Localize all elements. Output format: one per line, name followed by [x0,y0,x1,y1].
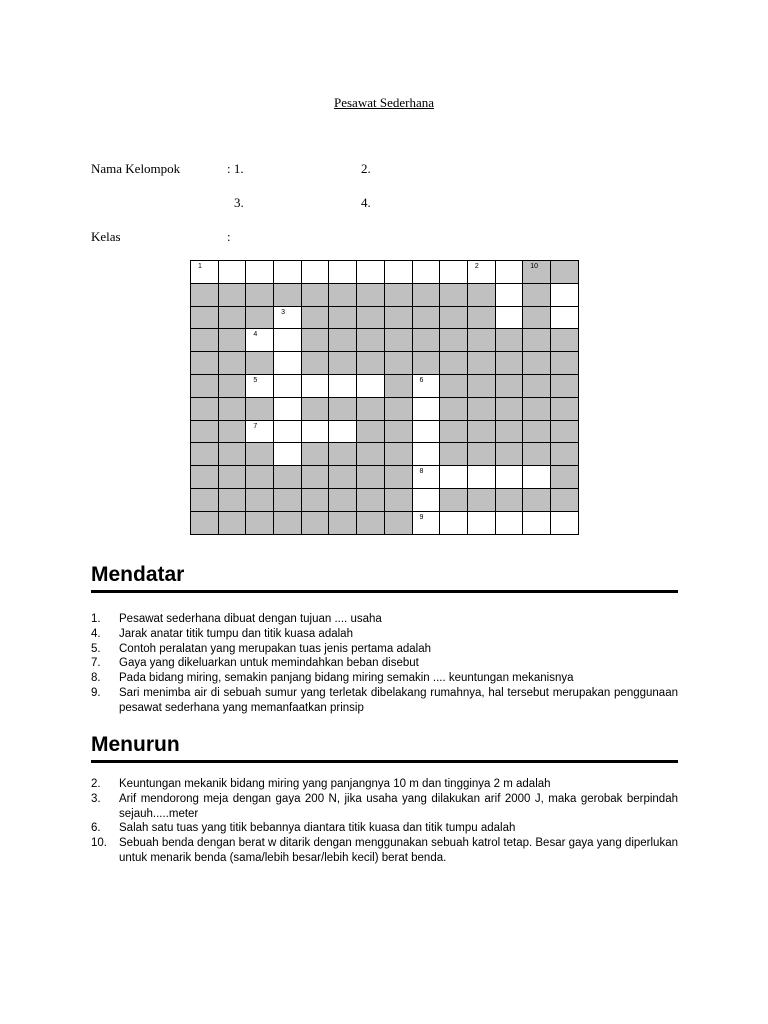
crossword-cell-open[interactable] [468,512,496,535]
crossword-cell-open[interactable] [246,375,274,398]
crossword-cell-blocked [468,421,496,444]
crossword-cell-open[interactable] [302,421,330,444]
crossword-cell-open[interactable] [413,375,441,398]
clue-text: Contoh peralatan yang merupakan tuas jenis pertama adalah [119,642,431,655]
crossword-cell-blocked [329,307,357,330]
crossword-cell-open[interactable] [440,261,468,284]
page-title: Pesawat Sederhana [334,95,434,110]
crossword-cell-blocked [191,352,219,375]
crossword-cell-blocked [523,489,551,512]
clue-number: 4 [253,331,258,339]
crossword-cell-open[interactable] [551,284,579,307]
crossword-cell-open[interactable] [274,352,302,375]
crossword-cell-blocked [440,284,468,307]
crossword-cell-open[interactable] [413,466,441,489]
crossword-cell-blocked [523,329,551,352]
crossword-cell-blocked [496,375,524,398]
crossword-cell-blocked [523,398,551,421]
nama-slot-4: 4. [361,195,371,210]
crossword-cell-blocked [551,329,579,352]
crossword-cell-blocked [496,398,524,421]
crossword-cell-blocked [468,284,496,307]
crossword-cell-blocked [274,284,302,307]
crossword-cell-open[interactable] [329,421,357,444]
crossword-cell-blocked [219,489,247,512]
crossword-cell-blocked [385,512,413,535]
crossword-cell-blocked [302,466,330,489]
crossword-cell-blocked [329,443,357,466]
crossword-cell-open[interactable] [246,329,274,352]
clue-number: 3 [281,308,285,316]
clue-number: 2 [474,263,479,270]
crossword-cell-blocked [413,352,441,375]
crossword-cell-blocked [302,352,330,375]
crossword-cell-blocked [523,307,551,330]
crossword-cell-open[interactable] [274,329,302,352]
crossword-cell-open[interactable] [496,512,524,535]
clue-number: 3. [91,792,101,805]
crossword-cell-blocked [329,398,357,421]
crossword-cell-open[interactable] [468,261,496,284]
kelas-colon: : [227,229,231,244]
crossword-cell-open[interactable] [440,466,468,489]
crossword-cell-blocked [551,421,579,444]
crossword-cell-blocked [329,352,357,375]
crossword-cell-blocked [551,352,579,375]
crossword-cell-open[interactable] [274,398,302,421]
crossword-cell-blocked [357,398,385,421]
crossword-cell-blocked [191,466,219,489]
clue-item [91,686,678,716]
crossword-cell-blocked [551,443,579,466]
crossword-cell-open[interactable] [523,466,551,489]
crossword-cell-blocked [329,329,357,352]
crossword-cell-blocked [191,489,219,512]
crossword-cell-blocked [551,466,579,489]
clue-item [91,671,678,686]
crossword-cell-blocked [496,443,524,466]
crossword-cell-blocked [385,466,413,489]
clue-number: 8. [91,672,101,685]
clue-item [91,627,678,642]
crossword-cell-blocked [523,352,551,375]
crossword-cell-blocked [357,489,385,512]
crossword-cell-blocked [357,512,385,535]
crossword-cell-blocked [191,307,219,330]
clue-number: 7 [253,422,258,430]
crossword-grid [190,260,579,535]
crossword-cell-blocked [302,443,330,466]
crossword-cell-blocked [191,375,219,398]
crossword-cell-blocked [302,329,330,352]
crossword-cell-open[interactable] [413,398,441,421]
crossword-cell-blocked [468,329,496,352]
crossword-cell-open[interactable] [274,421,302,444]
crossword-cell-open[interactable] [523,512,551,535]
crossword-cell-blocked [274,512,302,535]
crossword-cell-blocked [357,284,385,307]
crossword-cell-open[interactable] [246,421,274,444]
crossword-cell-blocked [246,307,274,330]
clue-number: 5 [253,376,258,384]
crossword-cell-blocked [274,489,302,512]
crossword-cell-blocked [468,307,496,330]
crossword-cell-blocked [329,512,357,535]
crossword-cell-open[interactable] [274,443,302,466]
crossword-cell-blocked [357,421,385,444]
clue-text: Sebuah benda dengan berat w ditarik dengan menggunakan sebuah katrol tetap. Besar gaya yang diperlukan untuk menarik benda (sama/lebih besar/lebih kecil) berat benda. [119,837,678,864]
crossword-cell-blocked [496,329,524,352]
crossword-cell-open[interactable] [357,261,385,284]
crossword-cell-blocked [551,375,579,398]
clue-item [91,836,678,866]
clue-text: Arif mendorong meja dengan gaya 200 N, jika usaha yang dilakukan arif 2000 J, maka gerobak berpindah sejauh.....meter [119,792,678,820]
crossword-cell-blocked [329,489,357,512]
clue-number: 5. [91,642,101,655]
crossword-cell-blocked [440,398,468,421]
crossword-cell-blocked [413,329,441,352]
crossword-cell-blocked [440,443,468,466]
clue-item [91,821,678,836]
crossword-cell-blocked [357,466,385,489]
crossword-cell-blocked [302,398,330,421]
crossword-cell-blocked [468,352,496,375]
crossword-cell-blocked [191,512,219,535]
crossword-cell-open[interactable] [551,512,579,535]
crossword-cell-blocked [523,421,551,444]
crossword-cell-open[interactable] [413,261,441,284]
crossword-cell-blocked [246,512,274,535]
crossword-cell-blocked [385,398,413,421]
crossword-cell-open[interactable] [413,489,441,512]
crossword-cell-blocked [191,421,219,444]
crossword-cell-blocked [219,421,247,444]
crossword-cell-blocked [191,329,219,352]
crossword-cell-blocked [440,307,468,330]
menurun-clue-list [91,777,678,866]
clue-item [91,612,678,627]
crossword-cell-blocked [413,307,441,330]
crossword-cell-blocked [385,329,413,352]
crossword-cell-open[interactable] [274,261,302,284]
clue-number: 10 [530,263,539,270]
crossword-cell-open[interactable] [496,284,524,307]
crossword-cell-blocked [329,284,357,307]
crossword-cell-blocked [219,329,247,352]
clue-number: 10. [91,837,107,850]
crossword-cell-blocked [468,443,496,466]
crossword-cell-blocked [191,398,219,421]
crossword-cell-blocked [246,352,274,375]
crossword-cell-blocked [219,398,247,421]
crossword-cell-blocked [191,443,219,466]
clue-text: Salah satu tuas yang titik bebannya diantara titik kuasa dan titik tumpu adalah [119,822,516,835]
crossword-cell-blocked [219,466,247,489]
clue-number: 6. [91,822,101,835]
clue-number: 1. [91,613,101,625]
nama-slot-3: 3. [234,195,244,210]
crossword-cell-blocked [413,284,441,307]
clue-text: Keuntungan mekanik bidang miring yang panjangnya 10 m dan tingginya 2 m adalah [119,778,551,790]
crossword-cell-open[interactable] [357,375,385,398]
clue-number: 9. [91,686,101,699]
crossword-cell-open[interactable] [496,307,524,330]
crossword-cell-blocked [496,421,524,444]
crossword-cell-blocked [523,284,551,307]
crossword-cell-blocked [246,284,274,307]
clue-number: 9 [419,513,424,521]
crossword-cell-blocked [440,375,468,398]
crossword-cell-open[interactable] [302,375,330,398]
clue-item [91,656,678,671]
clue-text: Gaya yang dikeluarkan untuk memindahkan beban disebut [119,657,419,670]
crossword-cell-blocked [385,307,413,330]
crossword-cell-blocked [440,489,468,512]
crossword-cell-blocked [385,375,413,398]
crossword-cell-blocked [302,284,330,307]
crossword-cell-blocked [329,466,357,489]
crossword-cell-blocked [274,466,302,489]
crossword-cell-open[interactable] [385,261,413,284]
clue-number: 2. [91,778,101,790]
crossword-cell-blocked [385,284,413,307]
crossword-cell-blocked [496,489,524,512]
clue-text: Sari menimba air di sebuah sumur yang terletak dibelakang rumahnya, hal tersebut merupakan penggunaan pesawat sederhana yang memanfaatkan prinsip [119,686,678,714]
crossword-cell-blocked [385,421,413,444]
crossword-cell-blocked [219,375,247,398]
crossword-cell-open[interactable] [496,466,524,489]
crossword-cell-blocked [496,352,524,375]
clue-number: 4. [91,627,101,640]
crossword-cell-blocked [246,398,274,421]
clue-text: Pesawat sederhana dibuat dengan tujuan .... usaha [119,613,382,625]
kelas-label: Kelas [91,229,121,244]
clue-number: 7. [91,657,101,670]
crossword-cell-open[interactable] [468,466,496,489]
crossword-cell-blocked [385,352,413,375]
nama-slot-1: : 1. [227,161,244,176]
crossword-cell-blocked [219,307,247,330]
crossword-cell-blocked [551,398,579,421]
crossword-cell-blocked [191,284,219,307]
crossword-cell-blocked [468,375,496,398]
crossword-cell-blocked [246,443,274,466]
crossword-cell-blocked [385,443,413,466]
mendatar-clue-list [91,612,678,716]
crossword-cell-open[interactable] [329,375,357,398]
crossword-cell-open[interactable] [246,261,274,284]
crossword-cell-blocked [302,307,330,330]
mendatar-heading: Mendatar [91,563,678,593]
crossword-cell-blocked [357,352,385,375]
clue-number: 8 [419,468,424,476]
crossword-cell-blocked [385,489,413,512]
crossword-cell-blocked [357,443,385,466]
crossword-cell-blocked [440,421,468,444]
crossword-cell-blocked [219,443,247,466]
crossword-cell-blocked [302,489,330,512]
crossword-cell-open[interactable] [413,512,441,535]
crossword-cell-blocked [440,352,468,375]
crossword-cell-blocked [302,512,330,535]
crossword-cell-open[interactable] [191,261,219,284]
crossword-cell-open[interactable] [219,261,247,284]
clue-item [91,642,678,657]
menurun-heading: Menurun [91,733,678,763]
nama-kelompok-label: Nama Kelompok [91,161,181,176]
crossword-cell-blocked [219,512,247,535]
crossword-cell-blocked [468,489,496,512]
clue-number: 1 [198,263,202,270]
crossword-cell-blocked [523,261,551,284]
clue-text: Jarak anatar titik tumpu dan titik kuasa adalah [119,627,353,640]
nama-slot-2: 2. [361,161,371,176]
crossword-cell-blocked [551,489,579,512]
crossword-cell-blocked [246,489,274,512]
clue-number: 6 [419,376,424,384]
crossword-cell-open[interactable] [496,261,524,284]
crossword-cell-open[interactable] [551,307,579,330]
crossword-cell-open[interactable] [302,261,330,284]
crossword-cell-open[interactable] [329,261,357,284]
crossword-cell-open[interactable] [440,512,468,535]
crossword-cell-blocked [523,375,551,398]
crossword-cell-blocked [246,466,274,489]
crossword-cell-blocked [440,329,468,352]
crossword-cell-blocked [357,307,385,330]
crossword-cell-blocked [523,443,551,466]
crossword-cell-open[interactable] [274,375,302,398]
clue-text: Pada bidang miring, semakin panjang bidang miring semakin .... keuntungan mekanisnya [119,672,574,685]
crossword-cell-open[interactable] [413,421,441,444]
clue-item [91,792,678,822]
crossword-cell-open[interactable] [413,443,441,466]
clue-item [91,777,678,792]
crossword-cell-blocked [357,329,385,352]
crossword-cell-blocked [551,261,579,284]
crossword-cell-blocked [219,352,247,375]
crossword-cell-open[interactable] [274,307,302,330]
crossword-cell-blocked [468,398,496,421]
crossword-cell-blocked [219,284,247,307]
